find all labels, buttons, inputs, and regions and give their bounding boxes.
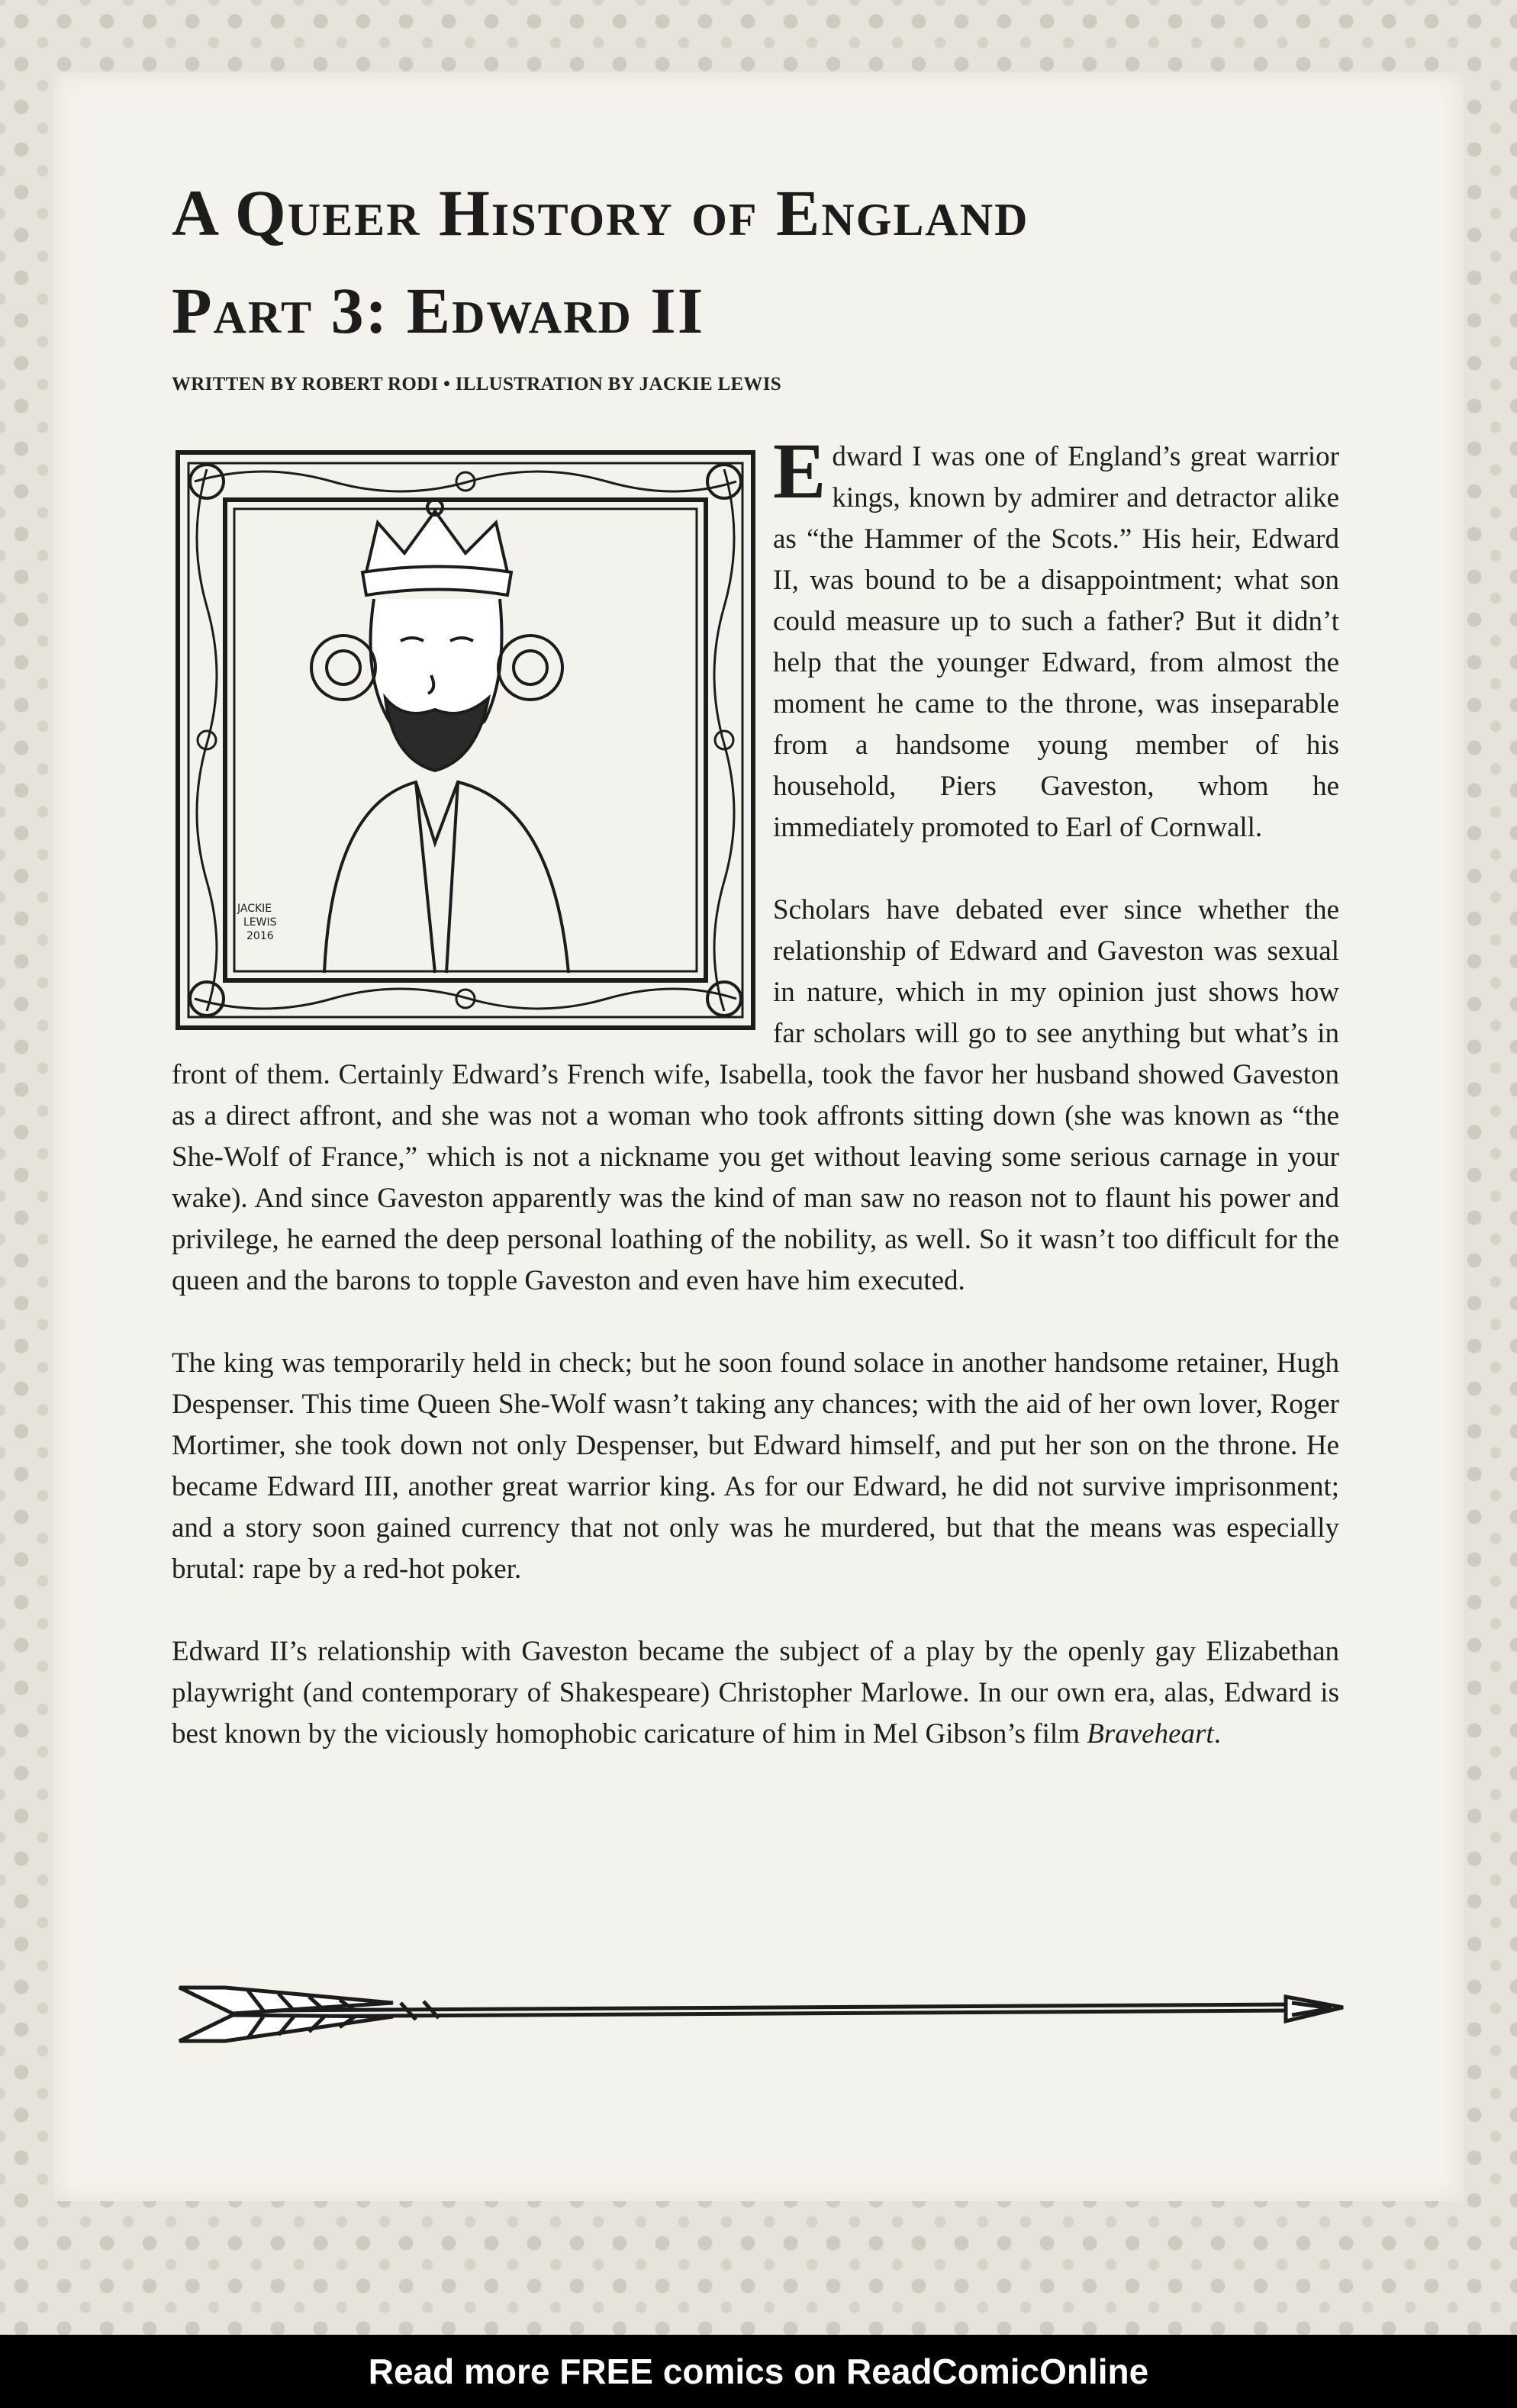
film-title: Braveheart: [1087, 1718, 1214, 1750]
paragraph-4: [172, 1631, 1339, 1755]
paragraph-4-end: .: [1213, 1718, 1221, 1750]
title-line-1: A Queer History of England: [172, 176, 1029, 249]
article-body: [172, 427, 1339, 1796]
paragraph-2: Scholars have debated ever since whether the relationship of Edward and Gaveston was sexual in nature, which in my opinion just shows how far scholars will go to see anything but what’s in front of them. Certainly Edward’s French wife, Isabella, took the favor her husband showed Gaveston as a direct affront, and she was not a woman who took affronts sitting down (she was known as “the She-Wolf of France,” which is not a nickname you get without leaving some serious carnage in your wake). And since Gaveston apparently was the kind of man saw no reason not to flaunt his power and privilege, he earned the deep personal loathing of the nobility, as well. So it wasn’t too difficult for the queen and the barons to topple Gaveston and even have him executed.: [172, 894, 1339, 1296]
paragraph-4-text: Edward II’s relationship with Gaveston became the subject of a play by the openly gay Elizabethan playwright (and contemporary of Shakespeare) Christopher Marlowe. In our own era, alas, Edward is best known by the viciously homophobic caricature of him in Mel Gibson’s film: [172, 1636, 1339, 1750]
footer-banner[interactable]: Read more FREE comics on ReadComicOnline: [0, 2335, 1517, 2408]
paragraph-1-text: dward I was one of England’s great warrior kings, known by admirer and detractor alike as “the Hammer of the Scots.” His heir, Edward II, was bound to be a disappointment; what son could measure up to such a father? But it didn’t help that the younger Edward, from almost the moment he came to the throne, was inseparable from a handsome young member of his household, Piers Gaveston, whom he immediately promoted to Earl of Cornwall.: [773, 441, 1339, 843]
title-line-2: Part 3: Edward II: [172, 274, 705, 347]
svg-text:JACKIE: JACKIE: [237, 903, 272, 915]
svg-text:LEWIS: LEWIS: [243, 916, 277, 929]
arrow-divider-icon: [172, 1957, 1351, 2064]
article-title: [172, 164, 1362, 359]
paragraph-1: [172, 427, 1339, 848]
svg-text:2016: 2016: [246, 930, 274, 942]
drop-cap: E: [773, 427, 826, 515]
paragraph-3: The king was temporarily held in check; but he soon found solace in another handsome retainer, Hugh Despenser. This time Queen She-Wolf wasn’t taking any chances; with the aid of her own lover, Roger Mortimer, she took down not only Despenser, but Edward himself, and put her son on the throne. He became Edward III, another great warrior king. As for our Edward, he did not survive imprisonment; and a story soon gained currency that not only was he murdered, but that the means was especially brutal: rape by a red-hot poker.: [172, 1347, 1339, 1585]
byline: WRITTEN BY ROBERT RODI • ILLUSTRATION BY JACKIE LEWIS: [172, 374, 781, 394]
illustration-spacer: [172, 436, 773, 1038]
